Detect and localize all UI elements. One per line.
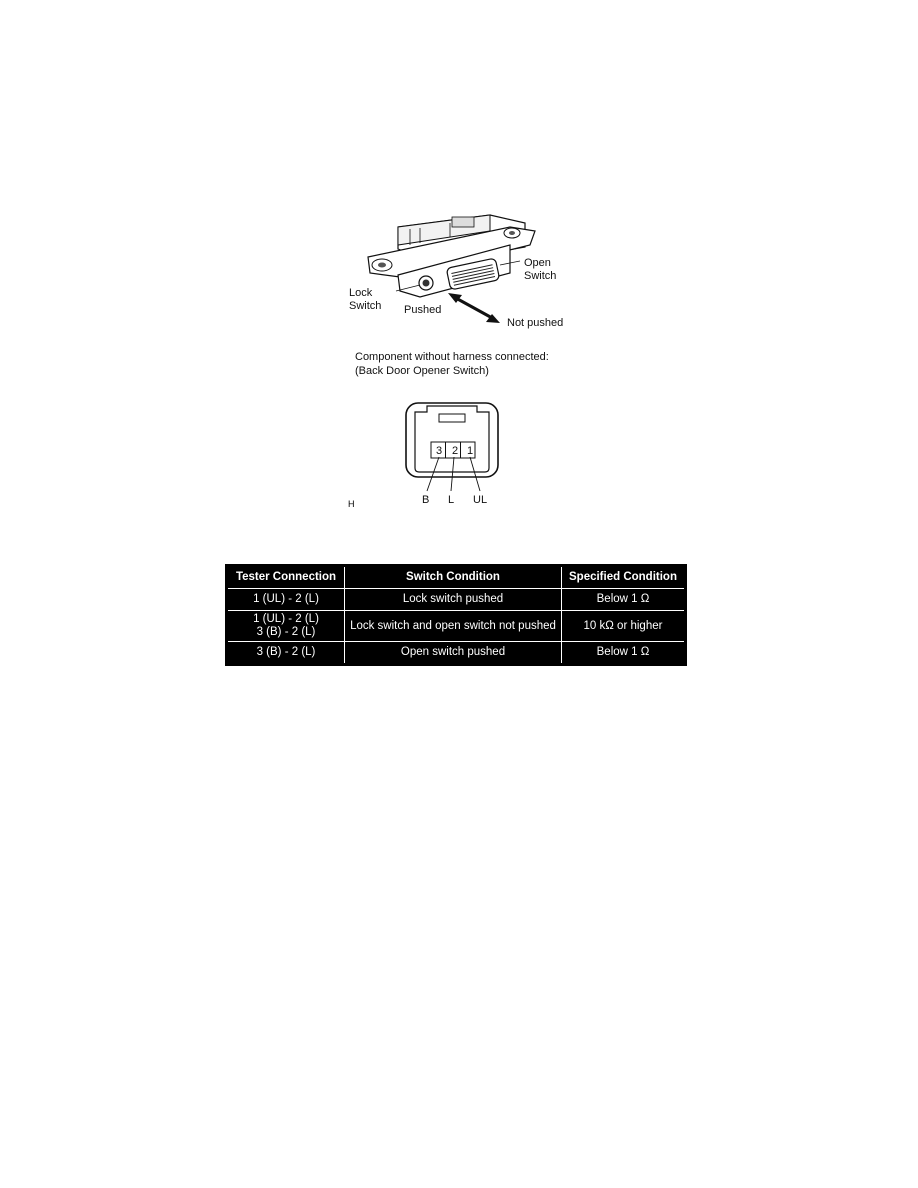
open-switch-label	[524, 257, 556, 283]
open-switch-label-line2: Switch	[524, 270, 557, 282]
pin-1: 1	[467, 445, 474, 457]
cell-spec: Below 1 Ω	[562, 589, 686, 611]
not-pushed-label: Not pushed	[507, 317, 564, 329]
cell-condition: Lock switch and open switch not pushed	[345, 611, 562, 642]
connection-line: 1 (UL) - 2 (L)	[253, 613, 319, 625]
header-tester-connection: Tester Connection	[227, 566, 345, 589]
table-header-row	[227, 566, 686, 589]
cell-connection	[227, 642, 345, 665]
cell-connection	[227, 589, 345, 611]
caption-line1: Component without harness connected:	[355, 351, 549, 363]
cell-condition: Open switch pushed	[345, 642, 562, 665]
pin-3: 3	[436, 445, 443, 457]
cell-connection	[227, 611, 345, 642]
connection-line: 1 (UL) - 2 (L)	[253, 593, 319, 605]
table-row	[227, 642, 686, 665]
lock-switch-label	[349, 287, 381, 313]
figure-caption	[355, 350, 549, 378]
pin-label-b: B	[422, 494, 430, 506]
table-row	[227, 611, 686, 642]
pin-2: 2	[452, 445, 459, 457]
caption-line2: (Back Door Opener Switch)	[355, 365, 489, 377]
corner-mark: H	[348, 499, 355, 509]
cell-spec: 10 kΩ or higher	[562, 611, 686, 642]
header-switch-condition: Switch Condition	[345, 566, 562, 589]
cell-spec: Below 1 Ω	[562, 642, 686, 665]
lock-switch-label-line1: Lock	[349, 287, 373, 299]
lock-switch-label-line2: Switch	[349, 300, 382, 312]
pin-label-ul: UL	[473, 494, 488, 506]
pushed-label: Pushed	[404, 304, 442, 316]
pin-label-l: L	[448, 494, 455, 506]
pin-leader-lines	[420, 455, 490, 495]
connection-line: 3 (B) - 2 (L)	[256, 626, 316, 638]
open-switch-label-line1: Open	[524, 257, 551, 269]
table-row	[227, 589, 686, 611]
cell-condition: Lock switch pushed	[345, 589, 562, 611]
connection-line: 3 (B) - 2 (L)	[256, 646, 316, 658]
header-specified-condition: Specified Condition	[562, 566, 686, 589]
spec-table	[225, 564, 687, 666]
